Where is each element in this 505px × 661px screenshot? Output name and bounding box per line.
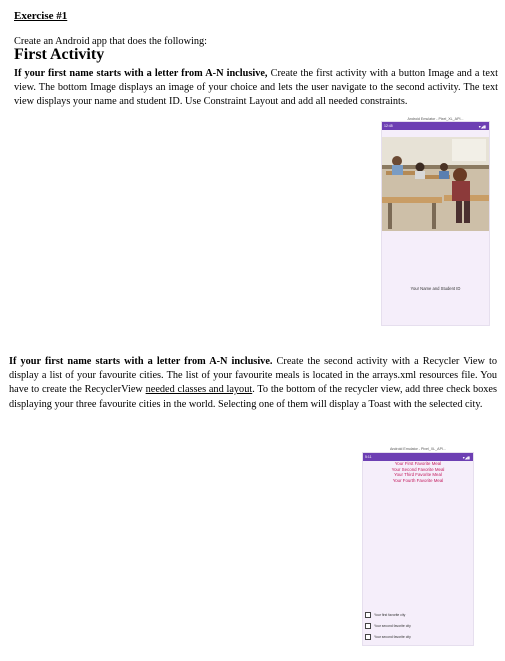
- meal-item: Your Third Favorite Meal: [394, 472, 442, 478]
- signal-battery-icon: ▾◢▮: [478, 123, 486, 129]
- city-checkbox-group: [365, 609, 411, 642]
- signal-battery-icon-2: ▾◢▮: [462, 454, 470, 460]
- status-bar: [382, 122, 489, 130]
- first-activity-condition: If your first name starts with a letter from A-N inclusive,: [14, 68, 268, 79]
- meal-item: Your Fourth Favorite Meal: [392, 478, 444, 484]
- status-time-2: 5:11: [365, 455, 372, 459]
- city-checkbox[interactable]: [365, 631, 411, 642]
- status-bar-2: [363, 453, 473, 461]
- city-checkbox[interactable]: [365, 620, 411, 631]
- underlined-phrase: needed classes and layout: [145, 384, 253, 396]
- emulator-caption-2: Android Emulator - Pixel_XL_API...: [390, 447, 446, 451]
- second-activity-screenshot: [362, 447, 474, 646]
- first-activity-instructions: Create the first activity with a button Image and a text view. The bottom Image displays an image of your choice and lets the user navigate to the second activity. The text view displays your name and student ID. Use Constraint Layout and add all needed constraints.: [14, 68, 498, 108]
- second-activity-condition: If your first name starts with a letter from A-N inclusive.: [9, 356, 273, 367]
- second-activity-instructions-1: Create the second activity with a Recycler View to display a list of your favourite cities. The list of your favourite meals is located in the arrays.xml resources file. You have to create the RecyclerView: [9, 356, 497, 396]
- first-activity-screenshot: [381, 117, 490, 326]
- city-label: Your second favorite city: [374, 634, 411, 639]
- first-activity-paragraph: [14, 67, 498, 110]
- second-activity-paragraph: [9, 355, 497, 412]
- emulator-caption: Android Emulator - Pixel_XL_API...: [407, 117, 464, 121]
- checkbox-icon[interactable]: [365, 634, 371, 640]
- meal-item: Your Second Favorite Meal: [391, 466, 445, 472]
- meal-item: Your First Favorite Meal: [394, 461, 442, 466]
- status-time: 12:45: [384, 124, 393, 128]
- city-label: Your second favorite city: [374, 623, 411, 628]
- exercise-heading: Exercise #1: [14, 10, 68, 22]
- checkbox-icon[interactable]: [365, 623, 371, 629]
- second-activity-instructions-2: . To the bottom of the recycler view, add three check boxes displaying your three favourite cities in the world. Selecting one of them will display a Toast with the selected city.: [9, 384, 497, 410]
- intro-text: Create an Android app that does the following:: [14, 36, 208, 47]
- first-activity-title: First Activity: [14, 46, 105, 63]
- checkbox-icon[interactable]: [365, 612, 371, 618]
- city-checkbox[interactable]: [365, 609, 411, 620]
- name-id-text: Your Name and Student ID: [410, 286, 461, 291]
- classroom-image-button[interactable]: [382, 137, 489, 231]
- meals-recycler-view[interactable]: [363, 461, 473, 484]
- city-label: Your first favorite city: [374, 612, 406, 617]
